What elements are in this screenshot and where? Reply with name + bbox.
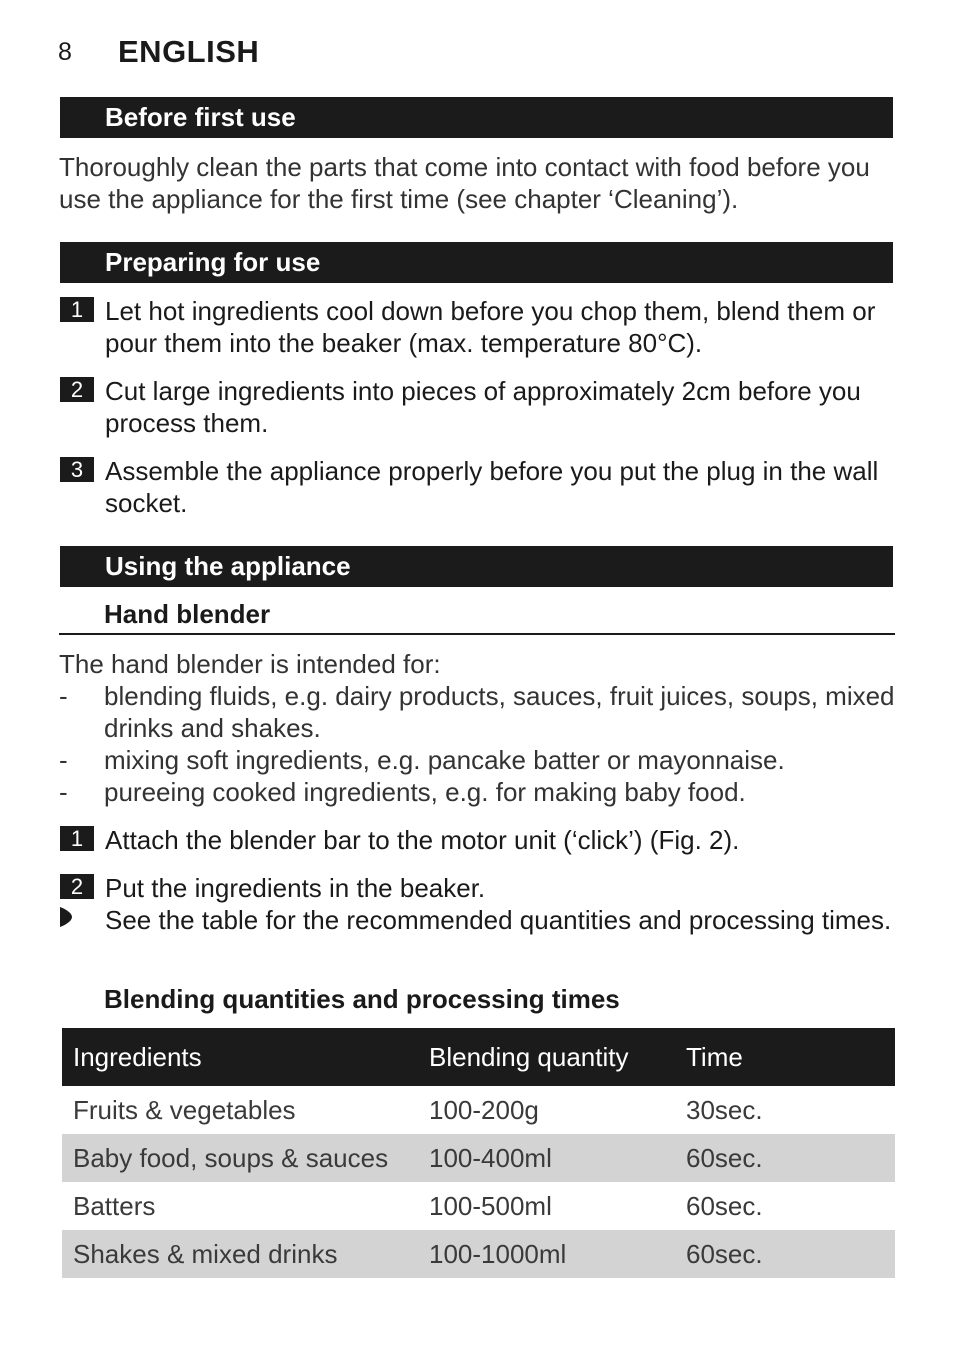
table-cell: Shakes & mixed drinks <box>62 1230 418 1278</box>
language-heading: ENGLISH <box>118 34 260 69</box>
result-arrow-icon <box>58 906 74 928</box>
section-bar-using: Using the appliance <box>60 546 893 587</box>
dash-marker: - <box>59 681 68 711</box>
table-row <box>62 1134 895 1182</box>
step-text: Assemble the appliance properly before you put the plug in the wall socket. <box>105 456 879 518</box>
use-item-text: mixing soft ingredients, e.g. pancake batter or mayonnaise. <box>104 745 785 775</box>
column-header: Blending quantity <box>418 1028 675 1086</box>
hand-blender-intro: The hand blender is intended for: <box>59 649 441 679</box>
result-text: See the table for the recommended quantities and processing times. <box>105 905 892 935</box>
use-item-text: blending fluids, e.g. dairy products, sauces, fruit juices, soups, mixed drinks and shakes. <box>104 681 895 743</box>
table-cell: 60sec. <box>675 1134 895 1182</box>
step-number: 1 <box>60 297 94 322</box>
table-row <box>62 1230 895 1278</box>
column-header: Ingredients <box>62 1028 418 1086</box>
table-row <box>62 1086 895 1134</box>
table-cell: 100-200g <box>429 1094 539 1125</box>
table-header-row <box>62 1028 895 1086</box>
table-cell: 60sec. <box>675 1230 895 1278</box>
hand-blender-heading: Hand blender <box>104 599 271 629</box>
quantities-table <box>62 1028 895 1278</box>
table-title: Blending quantities and processing times <box>104 984 620 1014</box>
dash-marker: - <box>59 777 68 807</box>
dash-marker: - <box>59 745 68 775</box>
section-bar-preparing: Preparing for use <box>60 242 893 283</box>
table-cell: Fruits & vegetables <box>73 1094 296 1125</box>
step-number: 2 <box>60 874 94 899</box>
step-text: Cut large ingredients into pieces of approximately 2cm before you process them. <box>105 376 861 438</box>
table-cell: 30sec. <box>686 1094 763 1125</box>
use-item-text: pureeing cooked ingredients, e.g. for making baby food. <box>104 777 746 807</box>
table-cell: Baby food, soups & sauces <box>62 1134 418 1182</box>
table-cell: 100-500ml <box>429 1190 552 1221</box>
table-cell: Batters <box>73 1190 156 1221</box>
step-number: 2 <box>60 377 94 402</box>
column-header: Time <box>675 1028 895 1086</box>
page-number: 8 <box>58 38 72 66</box>
table-cell: 60sec. <box>686 1190 763 1221</box>
section-bar-before-first-use: Before first use <box>60 97 893 138</box>
table-row <box>62 1182 895 1230</box>
step-text: Let hot ingredients cool down before you chop them, blend them or pour them into the beaker (max. temperature 80°C). <box>105 296 876 358</box>
step-text: Attach the blender bar to the motor unit (‘click’) (Fig. 2). <box>105 825 740 855</box>
table-cell: 100-400ml <box>418 1134 675 1182</box>
step-text: Put the ingredients in the beaker. <box>105 873 486 903</box>
step-number: 3 <box>60 457 94 482</box>
before-first-use-text: Thoroughly clean the parts that come into contact with food before you use the appliance for the first time (see chapter ‘Cleaning’). <box>59 152 870 214</box>
step-number: 1 <box>60 826 94 851</box>
subheading-rule <box>59 633 895 635</box>
table-cell: 100-1000ml <box>418 1230 675 1278</box>
